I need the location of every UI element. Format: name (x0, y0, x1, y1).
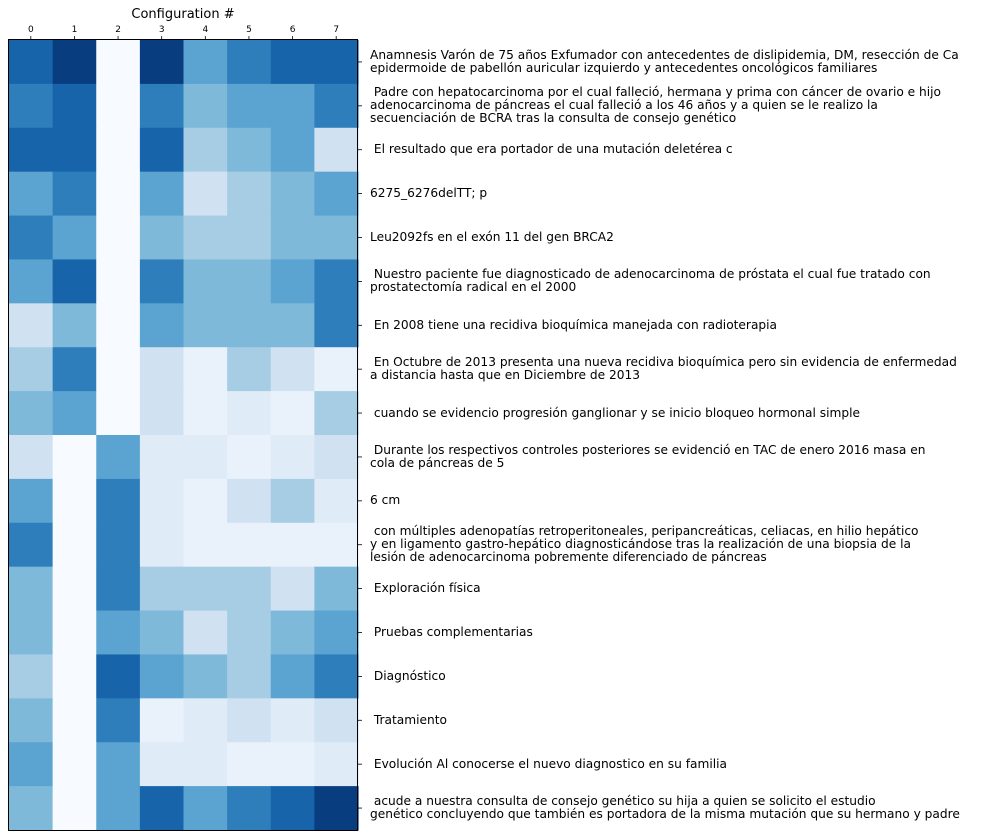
y-tick-label-line: secuenciación de BCRA tras la consulta de consejo genético (370, 111, 737, 126)
heatmap-cell (184, 347, 228, 391)
heatmap-cell (53, 479, 97, 523)
heatmap-cell (271, 259, 315, 303)
heatmap-cell (9, 259, 53, 303)
y-tick-label-line: En 2008 tiene una recidiva bioquímica manejada con radioterapia (370, 317, 778, 332)
heatmap-cell (314, 216, 358, 260)
heatmap-cell (314, 611, 358, 655)
heatmap-cell (53, 216, 97, 260)
heatmap-cell (314, 698, 358, 742)
heatmap-cell (227, 40, 271, 84)
y-tick-label-line: cola de páncreas de 5 (370, 455, 505, 470)
heatmap-cell (184, 40, 228, 84)
heatmap-cell (184, 84, 228, 128)
y-tick-label-line: epidermoide de pabellón auricular izquierdo y antecedentes oncológicos familiares (370, 60, 878, 75)
y-tick-label-line: acude a nuestra consulta de consejo genético su hija a quien se solicito el estudio (370, 794, 876, 809)
heatmap-cell (96, 742, 140, 786)
y-tick-label (370, 494, 990, 507)
y-tick-label-line: prostatectomía radical en el 2000 (370, 280, 577, 295)
y-tick-label-line: genético concluyendo que también es portadora de la misma mutación que su hermano y padre (370, 807, 960, 822)
heatmap-cell (227, 216, 271, 260)
heatmap-cell (314, 786, 358, 830)
heatmap-cell (140, 611, 184, 655)
heatmap-cell (314, 172, 358, 216)
y-tick-label-line: cuando se evidencio progresión ganglionar y se inicio bloqueo hormonal simple (370, 405, 861, 420)
heatmap-cell (53, 654, 97, 698)
heatmap-cell (96, 303, 140, 347)
heatmap-cell (9, 391, 53, 435)
heatmap-cell (271, 391, 315, 435)
y-tick-label-line: con múltiples adenopatías retroperitoneales, peripancreáticas, celiacas, en hilio hepático (370, 524, 919, 539)
x-tick-label: 2 (115, 25, 121, 35)
heatmap-cell (271, 84, 315, 128)
heatmap-cell (184, 786, 228, 830)
heatmap-cell (271, 303, 315, 347)
y-tick-label-line: lesión de adenocarcinoma pobremente diferenciado de páncreas (370, 550, 767, 565)
y-tick-label-line: Durante los respectivos controles posteriores se evidenció en TAC de enero 2016 masa en (370, 442, 926, 457)
heatmap-cell (9, 742, 53, 786)
heatmap-cell (53, 172, 97, 216)
heatmap-cell (96, 654, 140, 698)
heatmap-cell (227, 654, 271, 698)
y-tick-label (370, 444, 990, 470)
heatmap-cell (271, 347, 315, 391)
heatmap-cell (53, 742, 97, 786)
heatmap-cell (271, 479, 315, 523)
heatmap-cell (96, 611, 140, 655)
heatmap-cell (96, 698, 140, 742)
heatmap-cell (53, 391, 97, 435)
heatmap-cell (184, 611, 228, 655)
y-tick-label-line: a distancia hasta que en Diciembre de 2013 (370, 368, 641, 383)
heatmap-cell (314, 391, 358, 435)
heatmap-cell (53, 40, 97, 84)
heatmap-cell (227, 611, 271, 655)
y-tick-label-line: Evolución Al conocerse el nuevo diagnostico en su familia (370, 756, 727, 771)
y-tick-label (370, 86, 990, 125)
heatmap-cell (9, 611, 53, 655)
y-tick-label (370, 231, 990, 244)
heatmap-cell (140, 742, 184, 786)
x-tick-label: 6 (289, 25, 296, 35)
y-tick-label (370, 268, 990, 294)
heatmap-cell (271, 523, 315, 567)
y-tick-label-line: 6275_6276delTT; p (370, 186, 488, 201)
heatmap-cell (53, 435, 97, 479)
heatmap-cell (140, 259, 184, 303)
y-tick-label-line: Pruebas complementarias (370, 625, 533, 639)
heatmap-cell (184, 128, 228, 172)
y-tick-label (370, 143, 990, 156)
y-tick-label-line: Padre con hepatocarcinoma por el cual falleció, hermana y prima con cáncer de ovario e hijo (370, 85, 942, 100)
heatmap-cell (9, 479, 53, 523)
heatmap-cell (53, 698, 97, 742)
y-tick-label-line: adenocarcinoma de páncreas el cual falleció a los 46 años y a quien se le realizo la (370, 98, 878, 113)
heatmap-cell (9, 303, 53, 347)
heatmap-cell (314, 567, 358, 611)
heatmap-cell (53, 84, 97, 128)
heatmap-cell (96, 347, 140, 391)
heatmap-cell (314, 654, 358, 698)
heatmap-cell (184, 698, 228, 742)
heatmap-cell (9, 523, 53, 567)
heatmap-cell (140, 128, 184, 172)
heatmap-cell (53, 611, 97, 655)
heatmap-cell (9, 172, 53, 216)
heatmap-cell (53, 259, 97, 303)
heatmap-cell (140, 567, 184, 611)
heatmap-cell (184, 391, 228, 435)
y-tick-label-line: El resultado que era portador de una mutación deletérea c (370, 142, 733, 157)
heatmap-cell (184, 435, 228, 479)
heatmap-cell (184, 259, 228, 303)
y-tick-label-line: Anamnesis Varón de 75 años Exfumador con antecedentes de dislipidemia, DM, resección de Ca (370, 47, 959, 62)
heatmap-cell (53, 786, 97, 830)
y-tick-label-line: Diagnóstico (370, 668, 446, 683)
y-tick-label (370, 187, 990, 200)
heatmap-cell (227, 347, 271, 391)
y-tick-label (370, 626, 990, 639)
y-tick-label (370, 356, 990, 382)
heatmap-cell (96, 259, 140, 303)
heatmap-cell (227, 128, 271, 172)
x-tick-label: 0 (27, 25, 34, 35)
heatmap-cell (271, 786, 315, 830)
heatmap-cell (140, 391, 184, 435)
heatmap-cell (9, 40, 53, 84)
heatmap-cell (96, 479, 140, 523)
heatmap-cell (227, 567, 271, 611)
heatmap-cell (184, 479, 228, 523)
heatmap-cell (96, 128, 140, 172)
heatmap-cell (271, 654, 315, 698)
heatmap-cell (227, 172, 271, 216)
heatmap-cell (271, 216, 315, 260)
heatmap-cell (96, 216, 140, 260)
heatmap-cell (140, 172, 184, 216)
heatmap-cell (140, 523, 184, 567)
heatmap-cell (53, 128, 97, 172)
chart-title: Configuration # (131, 7, 235, 22)
heatmap-cell (140, 84, 184, 128)
heatmap-cell (314, 523, 358, 567)
heatmap-cell (53, 567, 97, 611)
heatmap-cell (314, 40, 358, 84)
heatmap-cell (9, 128, 53, 172)
heatmap-cell (96, 523, 140, 567)
y-tick-label-line: Nuestro paciente fue diagnosticado de adenocarcinoma de próstata el cual fue tratado con (370, 267, 931, 282)
heatmap-cell (96, 391, 140, 435)
heatmap-cell (314, 479, 358, 523)
heatmap-cell (227, 742, 271, 786)
heatmap-cell (227, 303, 271, 347)
heatmap-cell (314, 742, 358, 786)
heatmap-cell (271, 172, 315, 216)
heatmap-cell (140, 347, 184, 391)
heatmap-cell (271, 567, 315, 611)
y-tick-label (370, 670, 990, 683)
heatmap-cell (184, 303, 228, 347)
heatmap-cell (9, 216, 53, 260)
y-tick-label (370, 525, 990, 564)
heatmap-cell (140, 303, 184, 347)
heatmap-cell (184, 523, 228, 567)
heatmap-cell (140, 435, 184, 479)
y-tick-label (370, 795, 990, 821)
y-tick-label-line: Tratamiento (370, 712, 447, 727)
heatmap-cell (96, 786, 140, 830)
heatmap-cell (53, 523, 97, 567)
heatmap-cell (9, 347, 53, 391)
heatmap-cell (314, 84, 358, 128)
heatmap-cell (271, 742, 315, 786)
heatmap-cell (140, 698, 184, 742)
y-tick-label-line: Leu2092fs en el exón 11 del gen BRCA2 (370, 230, 614, 244)
heatmap-cell (227, 391, 271, 435)
heatmap-cell (227, 523, 271, 567)
heatmap-cell (314, 259, 358, 303)
heatmap-cell (9, 567, 53, 611)
y-tick-label-line: En Octubre de 2013 presenta una nueva recidiva bioquímica pero sin evidencia de enfermedad (370, 355, 957, 370)
y-tick-label-line: y en ligamento gastro-hepático diagnosticándose tras la realización de una biopsia de la (370, 537, 911, 552)
x-tick-label: 7 (333, 25, 340, 35)
heatmap-cell (314, 435, 358, 479)
heatmap-cell (96, 172, 140, 216)
heatmap-cell (184, 654, 228, 698)
x-tick-label: 4 (202, 25, 209, 35)
x-axis-ticks (28, 25, 339, 40)
heatmap-cell (184, 216, 228, 260)
heatmap-cell (9, 435, 53, 479)
heatmap-cell (227, 698, 271, 742)
heatmap-cell (314, 128, 358, 172)
heatmap-cell (314, 303, 358, 347)
y-tick-label (370, 407, 990, 420)
heatmap-cell (271, 435, 315, 479)
heatmap-cell (9, 698, 53, 742)
heatmap-cell (271, 611, 315, 655)
heatmap-cell (9, 786, 53, 830)
heatmap-cell (96, 84, 140, 128)
heatmap-cell (53, 303, 97, 347)
y-tick-label (370, 714, 990, 727)
y-tick-label (370, 582, 990, 595)
heatmap-cell (9, 84, 53, 128)
heatmap-cell (227, 435, 271, 479)
heatmap-cell (271, 128, 315, 172)
x-tick-label: 5 (246, 25, 252, 35)
heatmap-cell (53, 347, 97, 391)
heatmap-cell (140, 654, 184, 698)
heatmap-cell (184, 742, 228, 786)
heatmap-cell (227, 786, 271, 830)
heatmap-cell (271, 40, 315, 84)
heatmap-cell (96, 567, 140, 611)
heatmap-cell (184, 567, 228, 611)
heatmap-cell (140, 786, 184, 830)
heatmap-cell (140, 479, 184, 523)
heatmap-cell (227, 479, 271, 523)
heatmap-cell (184, 172, 228, 216)
y-tick-label (370, 319, 990, 332)
heatmap-cell (96, 435, 140, 479)
heatmap-cell (271, 698, 315, 742)
heatmap-cell (227, 259, 271, 303)
y-tick-label (370, 49, 990, 75)
heatmap-cell (140, 216, 184, 260)
y-tick-label-line: Exploración física (370, 581, 481, 596)
heatmap-cell (314, 347, 358, 391)
x-tick-label: 3 (158, 25, 165, 35)
y-tick-label-line: 6 cm (370, 493, 401, 508)
heatmap-cell (9, 654, 53, 698)
x-tick-label: 1 (71, 25, 78, 35)
heatmap-cell (96, 40, 140, 84)
heatmap-cell (227, 84, 271, 128)
heatmap-cells (9, 40, 359, 831)
y-tick-label (370, 758, 990, 771)
heatmap-cell (140, 40, 184, 84)
